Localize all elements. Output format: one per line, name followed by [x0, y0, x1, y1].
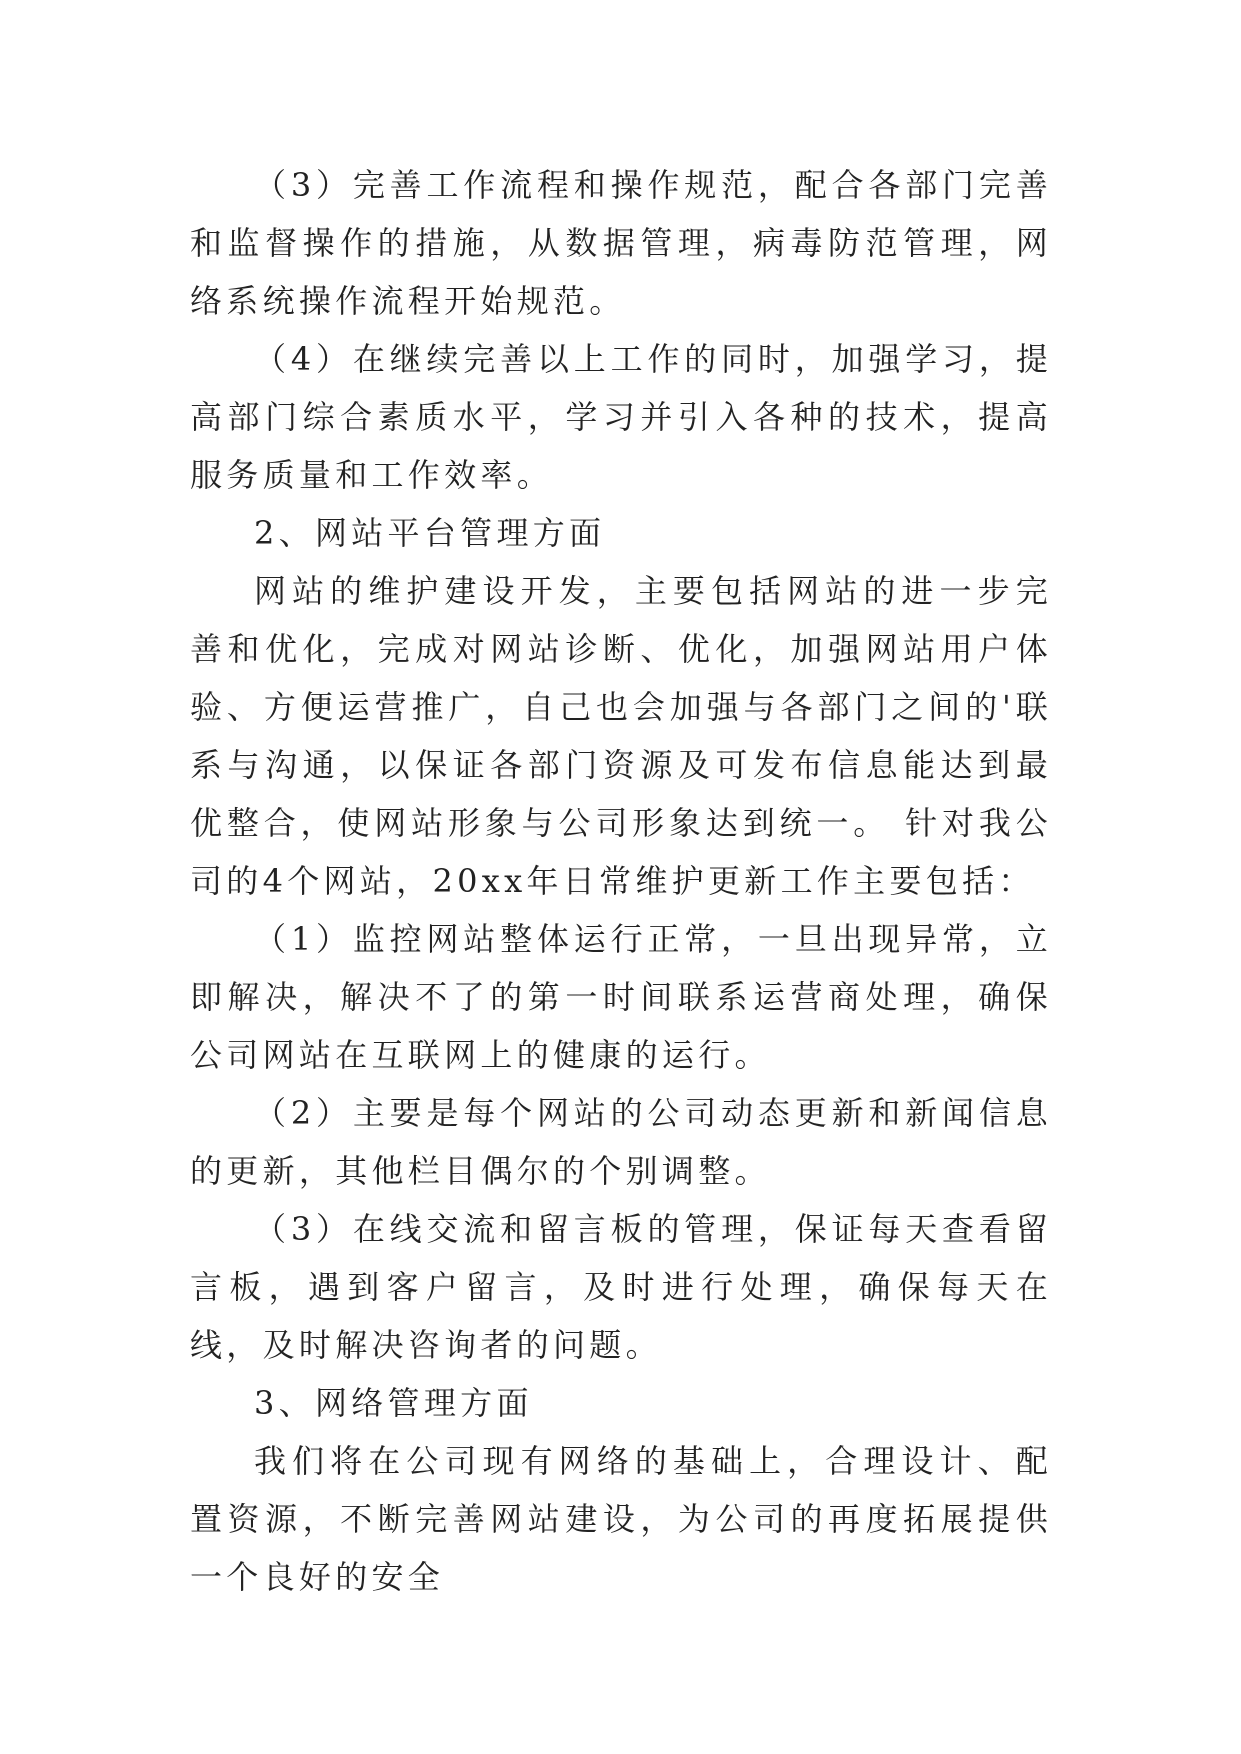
section-heading-website: 2、网站平台管理方面 [254, 514, 606, 552]
paragraph-network-management: 我们将在公司现有网络的基础上，合理设计、配置资源，不断完善网站建设，为公司的再度拓展提供一个良好的安全 [190, 1442, 1052, 1596]
paragraph-item-3-workflow: （3）完善工作流程和操作规范，配合各部门完善和监督操作的措施，从数据管理，病毒防范管理，网络系统操作流程开始规范。 [190, 166, 1052, 320]
paragraph-item-3-message-board: （3）在线交流和留言板的管理，保证每天查看留言板，遇到客户留言，及时进行处理，确保每天在线，及时解决咨询者的问题。 [190, 1210, 1052, 1364]
paragraph-website-maintenance: 网站的维护建设开发，主要包括网站的进一步完善和优化，完成对网站诊断、优化，加强网站用户体验、方便运营推广，自己也会加强与各部门之间的'联系与沟通，以保证各部门资源及可发布信息能达到最优整合，使网站形象与公司形象达到统一。 针对我公司的4个网站，20xx年日常维护更新工作主要包括： [190, 572, 1052, 900]
paragraph-item-2-updates: （2）主要是每个网站的公司动态更新和新闻信息的更新，其他栏目偶尔的个别调整。 [190, 1094, 1052, 1190]
document-body [190, 156, 1052, 1606]
section-heading-network: 3、网络管理方面 [254, 1384, 533, 1422]
paragraph-item-1-monitoring: （1）监控网站整体运行正常，一旦出现异常，立即解决，解决不了的第一时间联系运营商处理，确保公司网站在互联网上的健康的运行。 [190, 920, 1052, 1074]
paragraph-item-4-learning: （4）在继续完善以上工作的同时，加强学习，提高部门综合素质水平，学习并引入各种的技术，提高服务质量和工作效率。 [190, 340, 1052, 494]
